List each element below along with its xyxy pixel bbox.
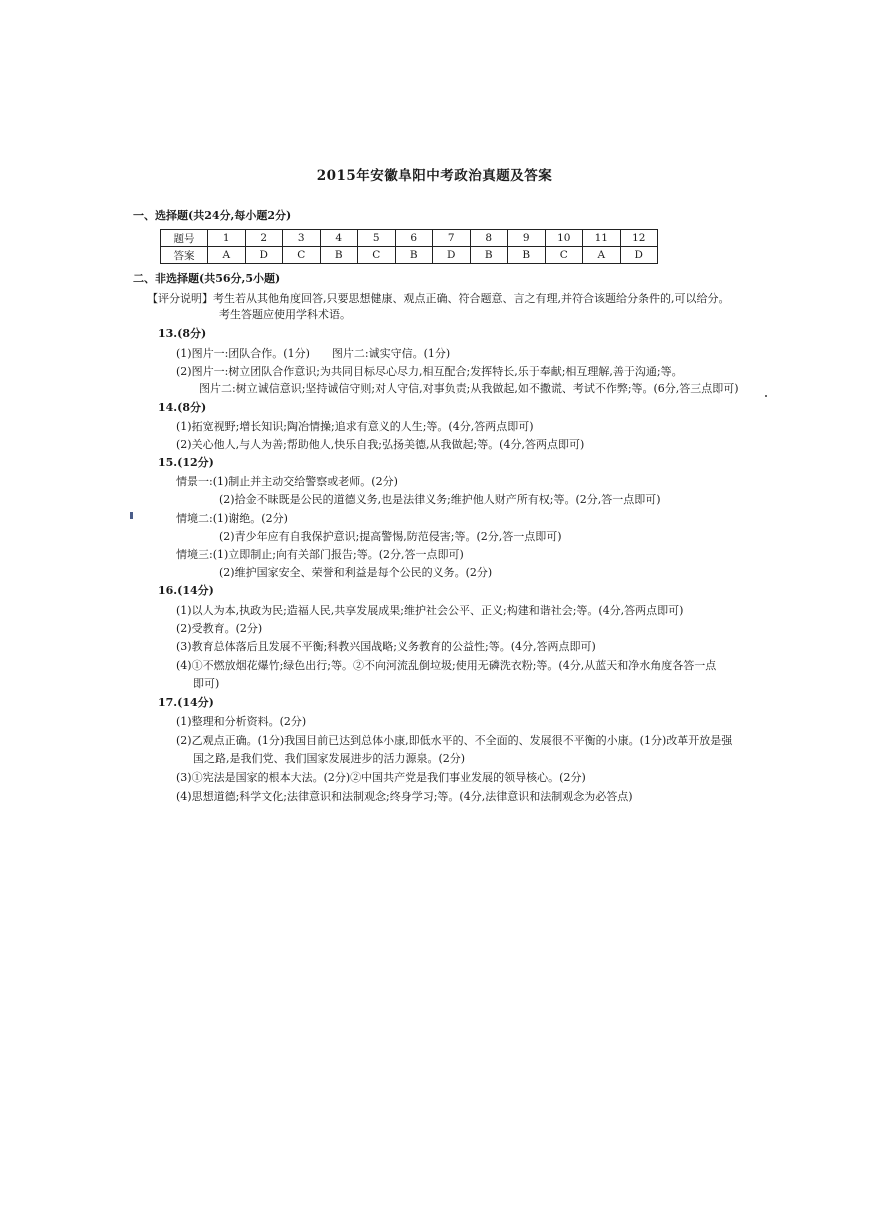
answer-line: (2)青少年应有自我保护意识;提高警惕,防范侵害;等。(2分,答一点即可): [219, 530, 562, 543]
answer-line: (2)乙观点正确。(1分)我国目前已达到总体小康,即低水平的、不全面的、发展很不平衡的小康。(1分)改革开放是强: [176, 734, 733, 747]
answer-line: 情境三:(1)立即制止;向有关部门报告;等。(2分,答一点即可): [176, 548, 464, 561]
table-cell: 3: [283, 230, 321, 247]
answer-line: (2)图片一:树立团队合作意识;为共同目标尽心尽力,相互配合;发挥特长,乐于奉献;相互理解,善于沟通;等。: [176, 365, 683, 378]
table-cell: B: [508, 247, 546, 264]
answer-line: (3)教育总体落后且发展不平衡;科教兴国战略;义务教育的公益性;等。(4分,答两点即可): [176, 640, 596, 653]
table-cell: C: [545, 247, 583, 264]
question-13-heading: 13.(8分): [158, 327, 207, 340]
answer-line: 图片二:树立诚信意识;坚持诚信守则;对人守信,对事负责;从我做起,如不撒谎、考试不作弊;等。(6分,答三点即可): [199, 382, 739, 395]
page-title: 2015年安徽阜阳中考政治真题及答案: [316, 168, 553, 184]
table-cell: A: [583, 247, 621, 264]
question-15-heading: 15.(12分): [158, 456, 214, 469]
answer-line: 情境二:(1)谢绝。(2分): [176, 512, 288, 525]
table-cell: C: [283, 247, 321, 264]
question-16-heading: 16.(14分): [158, 584, 214, 597]
answer-line: (1)拓宽视野;增长知识;陶冶情操;追求有意义的人生;等。(4分,答两点即可): [176, 420, 534, 433]
table-cell: D: [620, 247, 658, 264]
section2-heading: 二、非选择题(共56分,5小题): [133, 272, 281, 285]
answer-table: [160, 229, 658, 264]
question-17-heading: 17.(14分): [158, 696, 214, 709]
section1-heading: 一、选择题(共24分,每小题2分): [133, 209, 292, 222]
answer-line: (2)拾金不昧既是公民的道德义务,也是法律义务;维护他人财产所有权;等。(2分,答一点即可): [219, 493, 661, 506]
answer-line: (1)整理和分析资料。(2分): [176, 715, 307, 728]
table-cell: D: [245, 247, 283, 264]
answer-line: (1)以人为本,执政为民;造福人民,共享发展成果;维护社会公平、正义;构建和谐社会;等。(4分,答两点即可): [176, 604, 684, 617]
table-cell: C: [358, 247, 396, 264]
table-cell: B: [320, 247, 358, 264]
table-cell: D: [433, 247, 471, 264]
table-cell: 12: [620, 230, 658, 247]
table-cell: B: [470, 247, 508, 264]
answer-line: 即可): [193, 677, 220, 690]
table-cell: 5: [358, 230, 396, 247]
question-14-heading: 14.(8分): [158, 401, 207, 414]
table-row-answers: [161, 247, 658, 264]
table-cell: 4: [320, 230, 358, 247]
table-cell: 6: [395, 230, 433, 247]
table-cell: 8: [470, 230, 508, 247]
table-cell: 10: [545, 230, 583, 247]
scoring-note-cont: 考生答题应使用学科术语。: [219, 308, 351, 321]
scoring-note: 【评分说明】考生若从其他角度回答,只要思想健康、观点正确、符合题意、言之有理,并符合该题给分条件的,可以给分。: [147, 292, 730, 305]
table-cell: 11: [583, 230, 621, 247]
table-cell: 1: [208, 230, 246, 247]
row-label-number: 题号: [161, 230, 208, 247]
answer-line: (2)受教育。(2分): [176, 622, 263, 635]
table-cell: 9: [508, 230, 546, 247]
table-cell: A: [208, 247, 246, 264]
table-cell: B: [395, 247, 433, 264]
answer-line: (4)思想道德;科学文化;法律意识和法制观念;终身学习;等。(4分,法律意识和法制观念为必答点): [176, 790, 633, 803]
scan-speck: [765, 395, 767, 397]
answer-line: (3)①宪法是国家的根本大法。(2分)②中国共产党是我们事业发展的领导核心。(2分): [176, 771, 586, 784]
row-label-answer: 答案: [161, 247, 208, 264]
table-cell: 7: [433, 230, 471, 247]
answer-line: 国之路,是我们党、我们国家发展进步的活力源泉。(2分): [193, 752, 466, 765]
answer-line: (2)关心他人,与人为善;帮助他人,快乐自我;弘扬美德,从我做起;等。(4分,答两点即可): [176, 438, 585, 451]
answer-line: 情景一:(1)制止并主动交给警察或老师。(2分): [176, 475, 398, 488]
scan-mark: [130, 512, 133, 519]
answer-line: (4)①不燃放烟花爆竹;绿色出行;等。②不向河流乱倒垃圾;使用无磷洗衣粉;等。(4分,从蓝天和净水角度各答一点: [176, 659, 717, 672]
table-row-numbers: [161, 230, 658, 247]
answer-line: (2)维护国家安全、荣誉和利益是每个公民的义务。(2分): [219, 566, 493, 579]
table-cell: 2: [245, 230, 283, 247]
answer-line: (1)图片一:团队合作。(1分) 图片二:诚实守信。(1分): [176, 347, 451, 360]
